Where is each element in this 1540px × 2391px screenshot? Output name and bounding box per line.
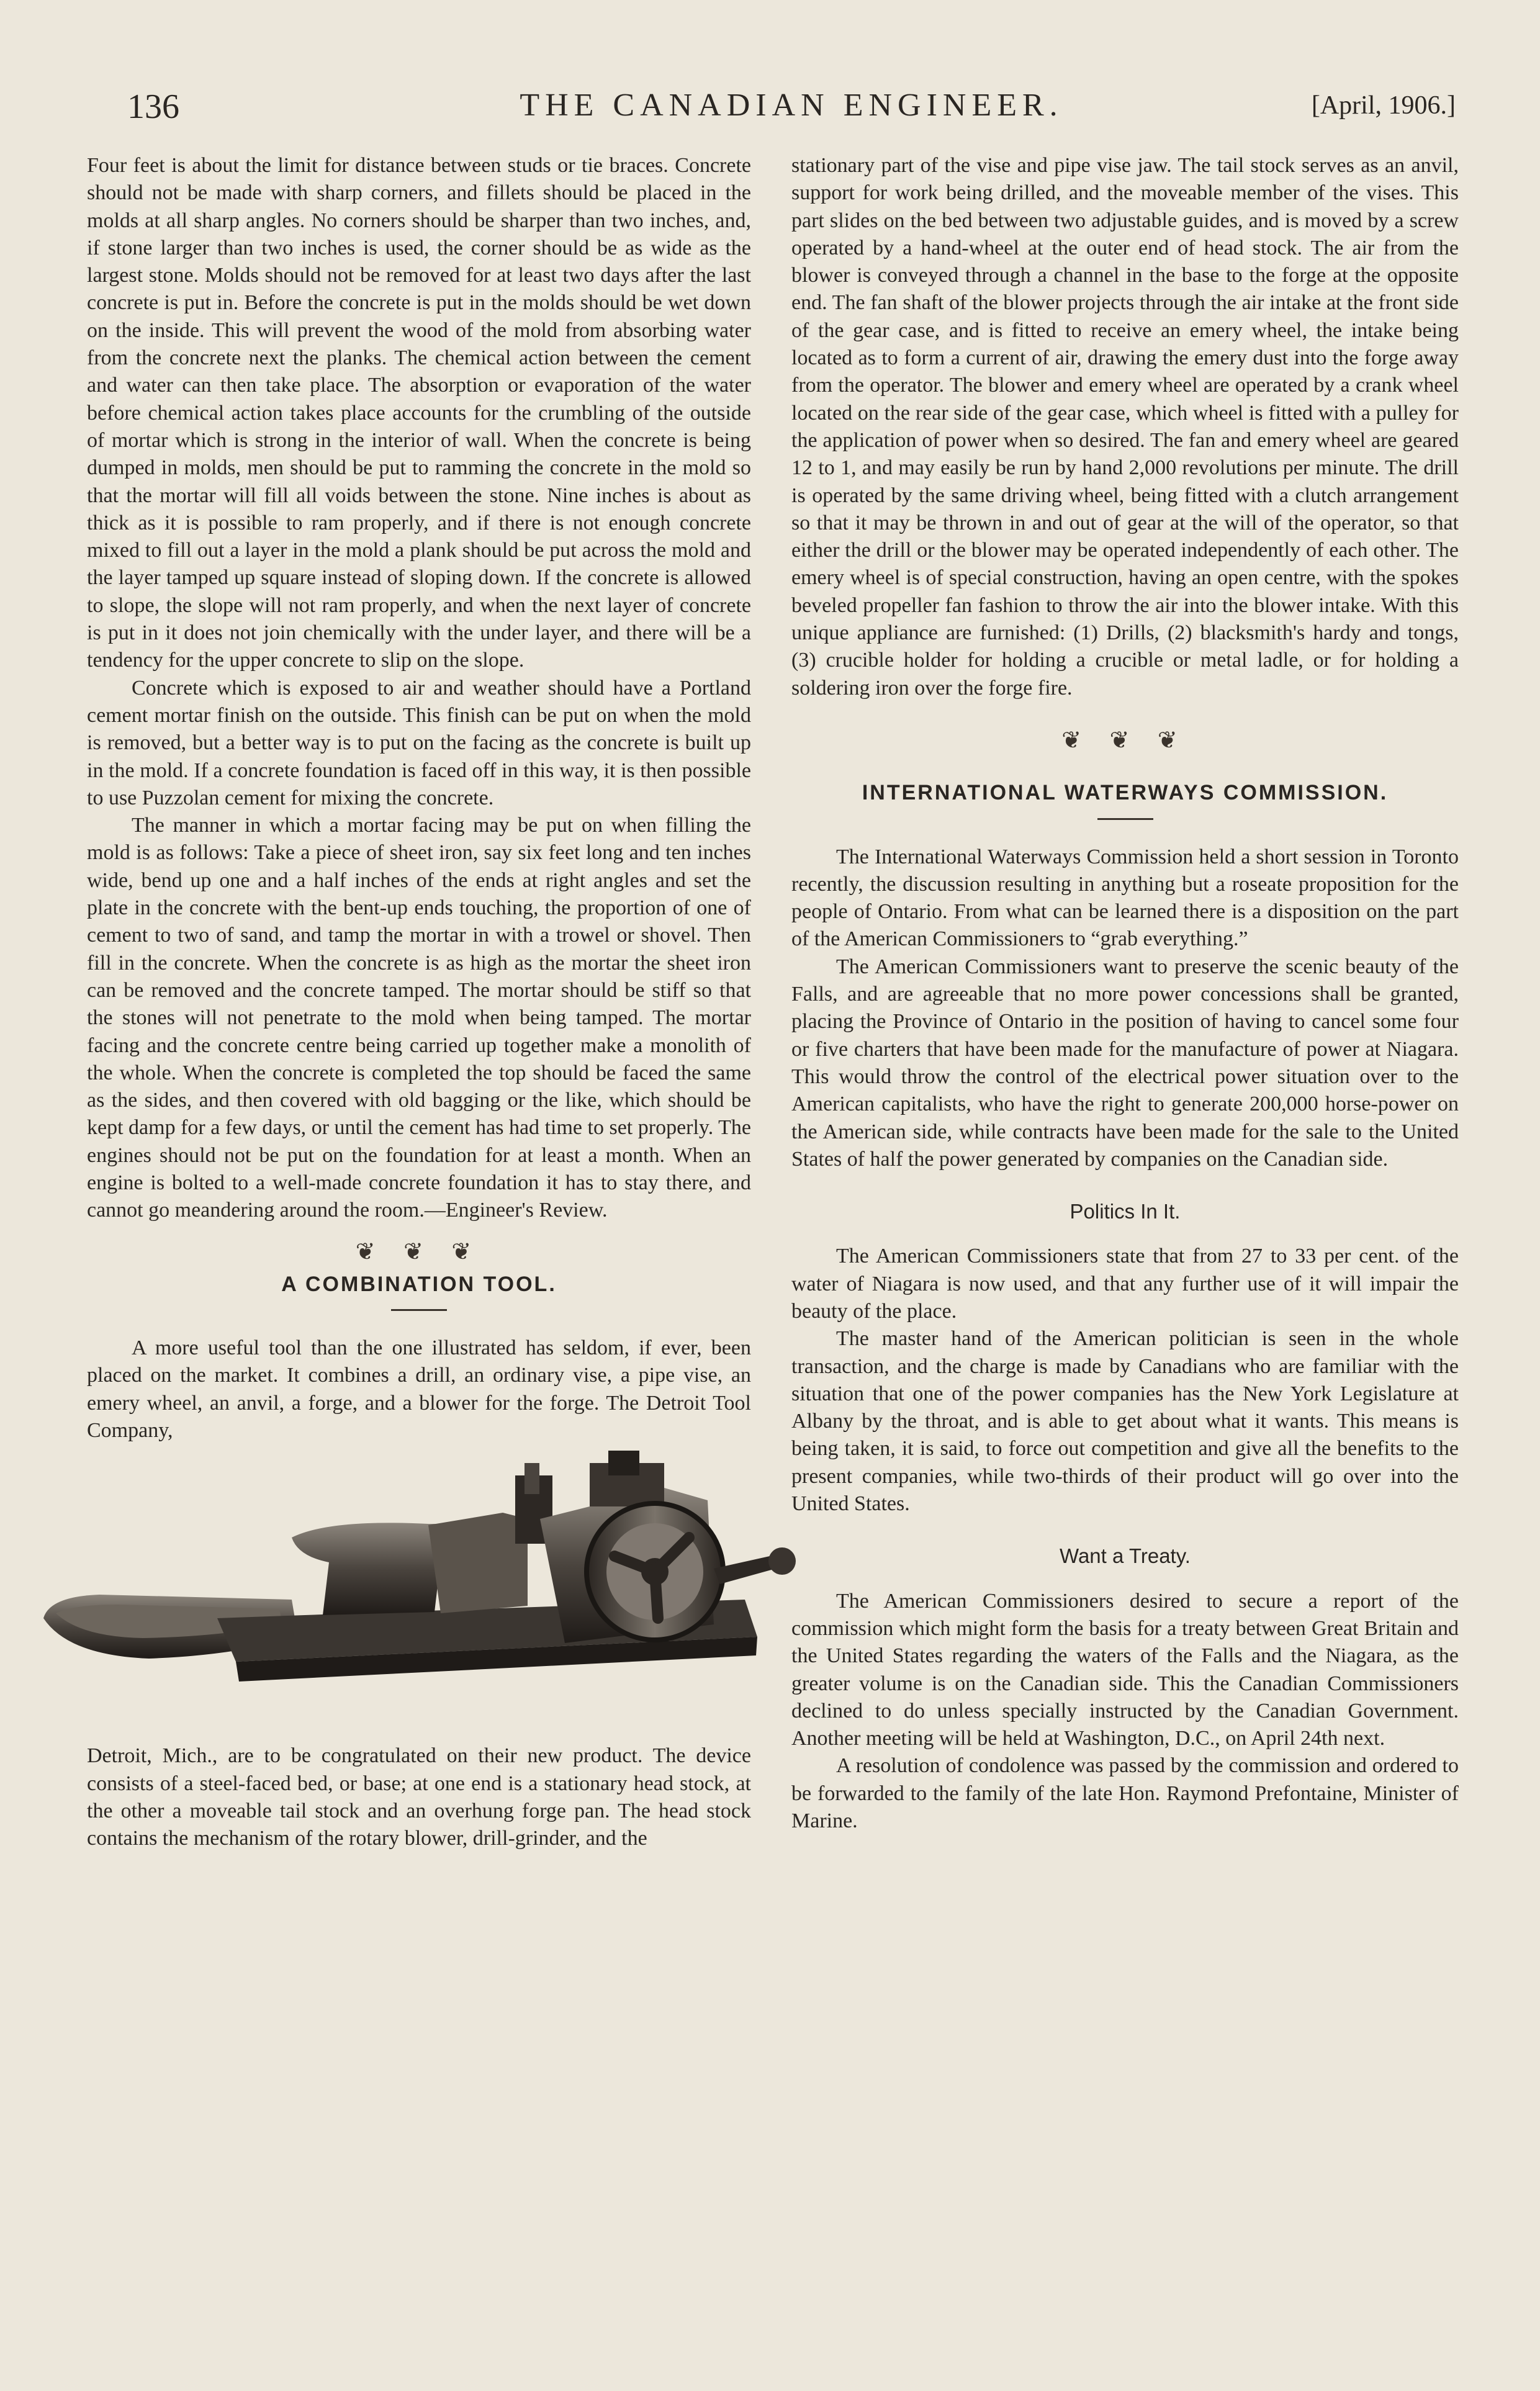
subheading: Politics In It. xyxy=(1069,1200,1181,1223)
subheading: Want a Treaty. xyxy=(1060,1544,1191,1568)
paragraph: A more useful tool than the one illustrated has seldom, if ever, been placed on the market. It combines a drill, an ordinary vise, a pipe vise, an emery wheel, an anvil, a forge, and a blower for the forge. The Detroit Tool Company, xyxy=(87,1336,751,1443)
section-separator: ❦ ❦ ❦ xyxy=(1061,727,1189,754)
combination-tool-illustration xyxy=(31,1451,813,1736)
article-heading: A COMBINATION TOOL. xyxy=(281,1272,557,1296)
paragraph: The manner in which a mortar facing may be put on when filling the mold is as follows: Take a piece of sheet iron, say six feet long and ten inches wide, bend up one and a half inches of the ends at right angles and set the plate in the concrete with the bent-up ends touching, the proportion of one of cement to two of sand, and tamp the mortar in with a trowel or shovel. Then fill in the concrete. When the concrete is as high as the mortar the sheet iron can be removed and the concrete tamped. The mortar should be stiff so that the stones will not penetrate to the mold when being tamped. The mortar facing and the concrete centre being carried up together make a monolith of the whole. When the concrete is completed the top should be faced the same as the sides, and then covered with old bagging or the like, which should be kept damp for a few days, or until the cement has had time to set properly. The engines should not be put on the foundation for at least a month. When an engine is bolted to a well-made concrete foundation it has to stay there, and cannot go meandering around the room.—Engineer's Review. xyxy=(87,814,751,1222)
section-separator: ❦ ❦ ❦ xyxy=(355,1238,483,1265)
issue-date: [April, 1906.] xyxy=(1311,91,1456,120)
heading-rule xyxy=(1097,818,1153,820)
paragraph: The International Waterways Commission held a short session in Toronto recently, the discussion resulting in anything but a roseate proposition for the people of Ontario. From what can be learned there is a disposition on the part of the American Commissioners to “grab everything.” xyxy=(791,845,1459,951)
paragraph: A resolution of condolence was passed by the commission and ordered to be forwarded to the family of the late Hon. Raymond Prefontaine, Minister of Marine. xyxy=(791,1754,1459,1833)
paragraph: The American Commissioners desired to secure a report of the commission which might form the basis for a treaty between Great Britain and the United States regarding the waters of the Falls and the Niagara, as the greater volume is on the Canadian side. This the Canadian Commissioners declined to do unless specially instructed by the Canadian Government. Another meeting will be held at Washington, D.C., on April 24th next. xyxy=(791,1589,1459,1750)
paragraph: Four feet is about the limit for distance between studs or tie braces. Concrete should not be made with sharp corners, and fillets should be placed in the molds at all sharp angles. No corners should be sharper than two inches, and, if stone larger than two inches is used, the corner should be as wide as the largest stone. Molds should not be removed for at least two days after the last concrete is put in. Before the concrete is put in the molds should be wet down on the inside. This will prevent the wood of the mold from absorbing water from the concrete next the planks. The chemical action between the cement and water can then take place. The absorption or evaporation of the water before chemical action takes place accounts for the crumbling of the outside of mortar which is strong in the interior of wall. When the concrete is being dumped in molds, men should be put to ramming the concrete in the mold so that the mortar will fill all voids between the stone. Nine inches is about as thick as it is possible to ram properly, and if there is not enough concrete mixed to fill out a layer in the mold a plank should be put across the mold and the layer tamped up square instead of sloping down. If the concrete is allowed to slope, the slope will not ram properly, and when the next layer of concrete is put in it does not join chemically with the under layer, and there will be a tendency for the upper concrete to slip on the slope. xyxy=(87,154,751,672)
paragraph: Concrete which is exposed to air and weather should have a Portland cement mortar finish on the outside. This finish can be put on when the mold is removed, but a better way is to put on the facing as the concrete is built up in the mold. If a concrete foundation is faced off in this way, it is then possible to use Puzzolan cement for mixing the concrete. xyxy=(87,676,751,809)
heading-rule xyxy=(391,1309,447,1311)
page-number: 136 xyxy=(127,88,179,126)
paragraph: The master hand of the American politician is seen in the whole transaction, and the charge is made by Canadians who are familiar with the situation that one of the power companies has the New York Legislature at Albany by the throat, and is able to get about what it wants. This means is being taken, it is said, to force out competition and give all the benefits to the present companies, while two-thirds of their product will go over into the United States. xyxy=(791,1327,1459,1516)
paragraph: The American Commissioners state that from 27 to 33 per cent. of the water of Niagara is now used, and that any further use of it will impair the beauty of the place. xyxy=(791,1245,1459,1323)
left-column xyxy=(87,152,751,1853)
page-header xyxy=(127,87,1456,137)
journal-title: THE CANADIAN ENGINEER. xyxy=(520,88,1063,123)
paragraph: The American Commissioners want to preserve the scenic beauty of the Falls, and are agreeable that no more power concessions shall be granted, placing the Province of Ontario in the position of having to cancel some four or five charters that have been made for the manufacture of power at Niagara. This would throw the control of the electrical power situation over to the American capitalists, who have the right to generate 200,000 horse-power on the American side, while contracts have been made for the sale to the United States of half the power generated by companies on the Canadian side. xyxy=(791,955,1459,1171)
article-heading: INTERNATIONAL WATERWAYS COMMISSION. xyxy=(862,781,1389,805)
right-column xyxy=(791,152,1459,1835)
paragraph: stationary part of the vise and pipe vise jaw. The tail stock serves as an anvil, support for work being drilled, and the moveable member of the vises. This part slides on the bed between two adjustable guides, and is moved by a screw operated by a hand-wheel at the outer end of head stock. The air from the blower is conveyed through a channel in the base to the forge at the opposite end. The fan shaft of the blower projects through the air intake at the front side of the gear case, and is fitted to receive an emery wheel, the intake being located as to form a current of air, drawing the emery dust into the forge away from the operator. The blower and emery wheel are operated by a crank wheel located on the rear side of the gear case, which wheel is fitted with a pulley for the application of power when so desired. The fan and emery wheel are geared 12 to 1, and may easily be run by hand 2,000 revolutions per minute. The drill is operated by the same driving wheel, being fitted with a clutch arrangement so that it may be thrown in and out of gear at the will of the operator, so that either the drill or the blower may be operated independently of each other. The emery wheel is of special construction, having an open centre, with the spokes beveled propeller fan fashion to throw the air into the blower intake. With this unique appliance are furnished: (1) Drills, (2) blacksmith's hardy and tongs, (3) crucible holder for holding a crucible or metal ladle, or for holding a soldering iron over the forge fire. xyxy=(791,154,1459,700)
paragraph: Detroit, Mich., are to be congratulated on their new product. The device consists of a steel-faced bed, or base; at one end is a stationary head stock, at the other a moveable tail stock and an overhung forge pan. The head stock contains the mechanism of the rotary blower, drill-grinder, and the xyxy=(87,1744,751,1850)
